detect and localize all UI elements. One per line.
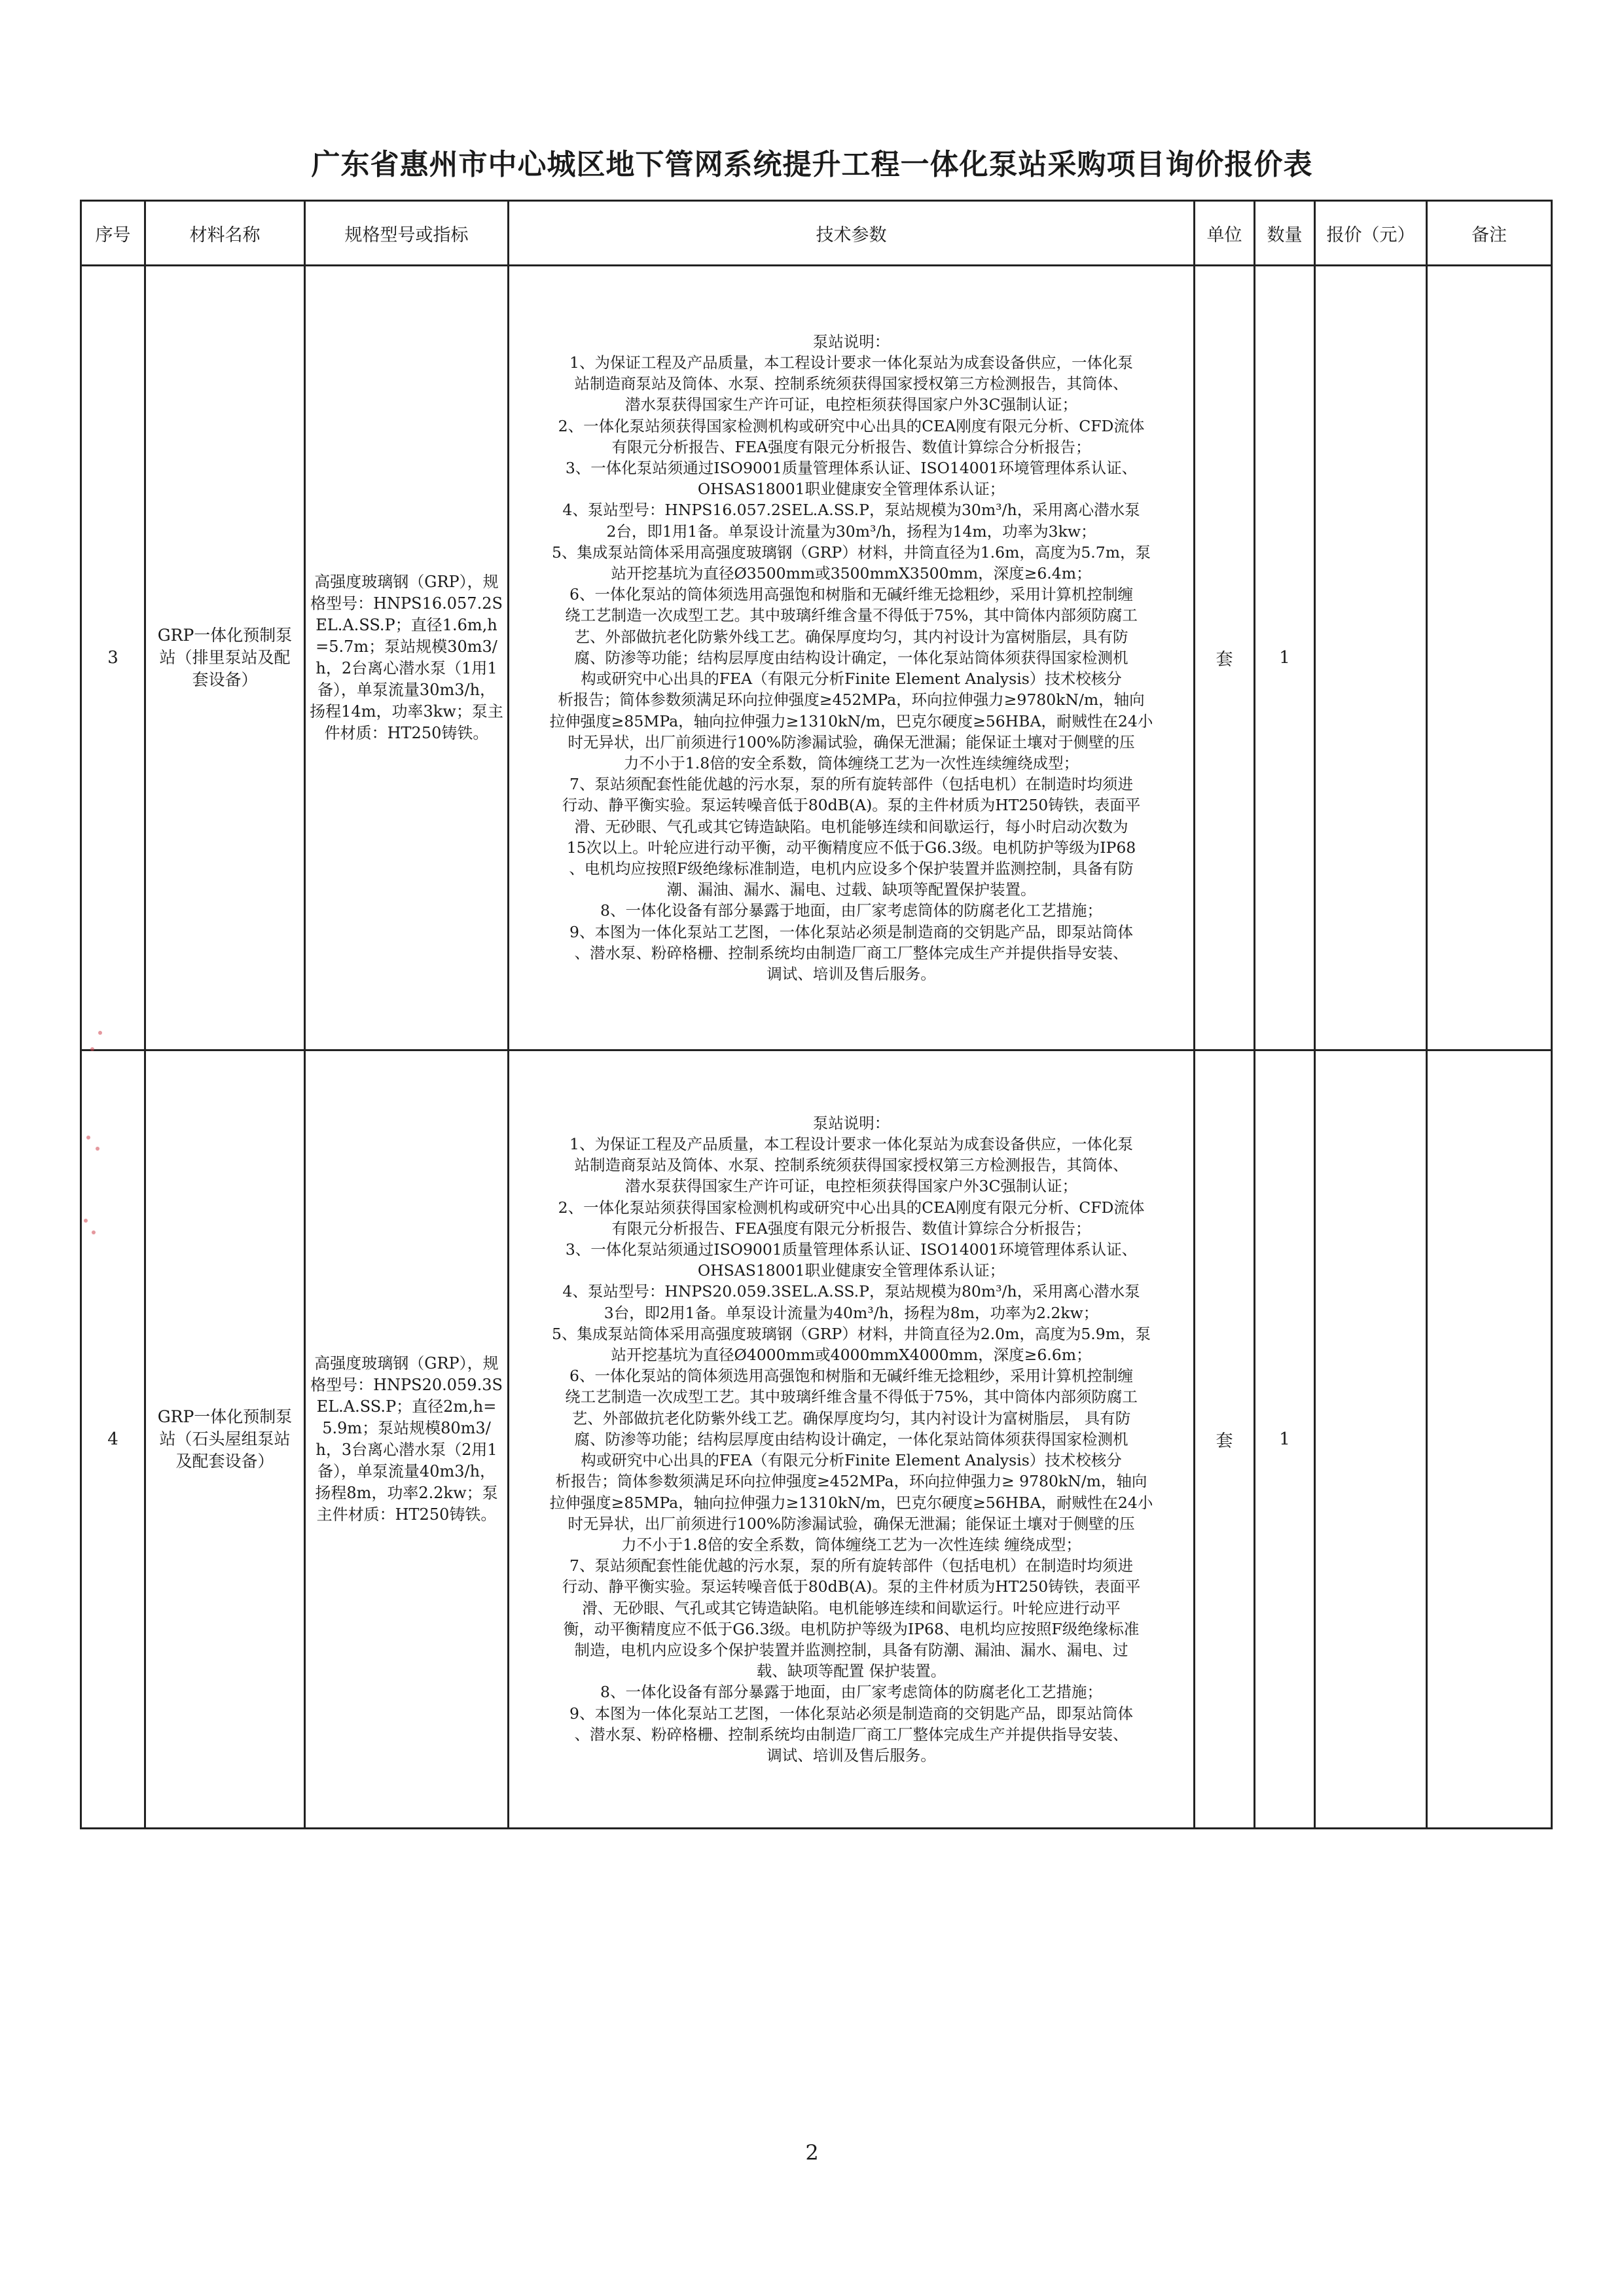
- column-header-index: 序号: [81, 201, 145, 266]
- tech-line: 潜水泵获得国家生产许可证，电控柜须获得国家户外3C强制认证；: [625, 395, 1077, 414]
- item-spec: 高强度玻璃钢（GRP），规格型号：HNPS16.057.2SEL.A.SS.P；直径1.6m,h=5.7m；泵站规模30m3/h，2台离心潜水泵（1用1备），单泵流量30m3/h，扬程14m，功率3kw；泵主件材质：HT250铸铁。: [310, 573, 503, 742]
- item-spec: 高强度玻璃钢（GRP），规格型号：HNPS20.059.3SEL.A.SS.P；直径2m,h=5.9m；泵站规模80m3/h，3台离心潜水泵（2用1备），单泵流量40m3/h，扬程8m，功率2.2kw；泵主件材质：HT250铸铁。: [310, 1354, 503, 1524]
- cell-unit: [1195, 266, 1255, 1050]
- tech-line: 调试、培训及售后服务。: [767, 1746, 936, 1765]
- tech-line: 构或研究中心出具的FEA（有限元分析Finite Element Analysis）技术校核分: [581, 670, 1122, 689]
- tech-line: 站开挖基坑为直径Ø4000mm或4000mmX4000mm，深度≥6.6m；: [611, 1346, 1092, 1365]
- cell-name: [145, 266, 305, 1050]
- tech-line: 6、一体化泵站的筒体须选用高强饱和树脂和无碱纤维无捻粗纱，采用计算机控制缠: [569, 1367, 1133, 1386]
- tech-line: 载、缺项等配置 保护装置。: [756, 1662, 947, 1681]
- column-header-spec: 规格型号或指标: [305, 201, 509, 266]
- tech-line: 拉伸强度≥85MPa，轴向拉伸强力≥1310kN/m，巴克尔硬度≥56HBA，耐贼性在24小: [549, 1493, 1153, 1512]
- cell-note[interactable]: [1427, 266, 1552, 1050]
- column-header-qty: 数量: [1255, 201, 1315, 266]
- tech-params: [509, 331, 1193, 984]
- tech-line: OHSAS18001职业健康安全管理体系认证；: [697, 1261, 1005, 1280]
- tech-line: 腐、防渗等功能；结构层厚度由结构设计确定，一体化泵站筒体须获得国家检测机: [574, 1429, 1128, 1448]
- tech-line: 行动、静平衡实验。泵运转噪音低于80dB(A)。泵的主件材质为HT250铸铁，表面平: [562, 1577, 1141, 1596]
- tech-line: 3、一体化泵站须通过ISO9001质量管理体系认证、ISO14001环境管理体系认证、: [565, 1240, 1138, 1259]
- tech-line: 站开挖基坑为直径Ø3500mm或3500mmX3500mm，深度≥6.4m；: [611, 564, 1092, 583]
- page-title: 广东省惠州市中心城区地下管网系统提升工程一体化泵站采购项目询价报价表: [311, 148, 1313, 181]
- tech-line: 2、一体化泵站须获得国家检测机构或研究中心出具的CEA刚度有限元分析、CFD流体: [558, 1198, 1145, 1217]
- tech-params: [509, 1113, 1193, 1766]
- tech-line: 1、为保证工程及产品质量，本工程设计要求一体化泵站为成套设备供应，一体化泵: [569, 353, 1133, 372]
- tech-line: 7、泵站须配套性能优越的污水泵，泵的所有旋转部件（包括电机）在制造时均须进: [569, 775, 1133, 794]
- table-row: [81, 1050, 1552, 1829]
- tech-line: 绕工艺制造一次成型工艺。其中玻璃纤维含量不得低于75%，其中筒体内部须防腐工: [565, 1388, 1138, 1407]
- cell-note[interactable]: [1427, 1050, 1552, 1829]
- tech-line: 5、集成泵站筒体采用高强度玻璃钢（GRP）材料，井筒直径为1.6m，高度为5.7m，泵: [551, 543, 1151, 562]
- tech-line: 3台，即2用1备。单泵设计流量为40m³/h，扬程为8m，功率为2.2kw；: [604, 1303, 1099, 1322]
- tech-line: 艺、外部做抗老化防紫外线工艺。确保厚度均匀，其内衬设计为富树脂层， 具有防: [571, 1408, 1131, 1427]
- tech-line: 时无异状，出厂前须进行100%防渗漏试验，确保无泄漏；能保证土壤对于侧壁的压: [568, 732, 1135, 751]
- cell-index: [81, 1050, 145, 1829]
- column-header-tech: 技术参数: [509, 201, 1195, 266]
- tech-line: 拉伸强度≥85MPa，轴向拉伸强力≥1310kN/m，巴克尔硬度≥56HBA，耐贼性在24小: [549, 711, 1153, 730]
- table-row: [81, 266, 1552, 1050]
- cell-tech: [509, 1050, 1195, 1829]
- tech-line: 2台，即1用1备。单泵设计流量为30m³/h，扬程为14m，功率为3kw；: [606, 522, 1096, 541]
- row-index: 4: [107, 1429, 118, 1449]
- tech-line: OHSAS18001职业健康安全管理体系认证；: [697, 480, 1005, 499]
- tech-line: 、电机均应按照F级绝缘标准制造，电机内应设多个保护装置并监测控制，具备有防: [569, 859, 1134, 878]
- tech-line: 8、一体化设备有部分暴露于地面，由厂家考虑筒体的防腐老化工艺措施；: [600, 1683, 1102, 1702]
- cell-price[interactable]: [1315, 1050, 1427, 1829]
- cell-spec: [305, 266, 509, 1050]
- item-unit: 套: [1216, 1431, 1233, 1451]
- tech-line: 衡，动平衡精度应不低于G6.3级。电机防护等级为IP68、电机均应按照F级绝缘标准: [563, 1619, 1140, 1638]
- tech-line: 有限元分析报告、FEA强度有限元分析报告、数值计算综合分析报告；: [611, 1219, 1091, 1238]
- cell-qty: [1255, 266, 1315, 1050]
- tech-line: 、潜水泵、粉碎格栅、控制系统均由制造厂商工厂整体完成生产并提供指导安装、: [574, 1725, 1128, 1744]
- tech-line: 构或研究中心出具的FEA（有限元分析Finite Element Analysis）技术校核分: [581, 1451, 1122, 1470]
- tech-line: 力不小于1.8倍的安全系数，筒体缠绕工艺为一次性连续缠绕成型；: [623, 753, 1079, 772]
- quote-table: [80, 200, 1553, 1829]
- tech-line: 5、集成泵站筒体采用高强度玻璃钢（GRP）材料，井筒直径为2.0m，高度为5.9m，泵: [551, 1324, 1151, 1343]
- tech-line: 行动、静平衡实验。泵运转噪音低于80dB(A)。泵的主件材质为HT250铸铁，表面平: [562, 796, 1141, 815]
- column-header-note: 备注: [1427, 201, 1552, 266]
- tech-line: 析报告；简体参数须满足环向拉伸强度≥452MPa，环向拉伸强力≥9780kN/m，轴向: [558, 691, 1145, 709]
- tech-line: 4、泵站型号：HNPS16.057.2SEL.A.SS.P，泵站规模为30m³/h，采用离心潜水泵: [562, 501, 1140, 520]
- tech-line: 1、为保证工程及产品质量，本工程设计要求一体化泵站为成套设备供应，一体化泵: [569, 1135, 1133, 1154]
- tech-line: 潮、漏油、漏水、漏电、过载、缺项等配置保护装置。: [666, 880, 1036, 899]
- tech-line: 、潜水泵、粉碎格栅、控制系统均由制造厂商工厂整体完成生产并提供指导安装、: [574, 943, 1128, 962]
- tech-line: 9、本图为一体化泵站工艺图，一体化泵站必须是制造商的交钥匙产品，即泵站筒体: [569, 1704, 1133, 1723]
- cell-unit: [1195, 1050, 1255, 1829]
- cell-index: [81, 266, 145, 1050]
- column-header-name: 材料名称: [145, 201, 305, 266]
- tech-line: 2、一体化泵站须获得国家检测机构或研究中心出具的CEA刚度有限元分析、CFD流体: [558, 416, 1145, 435]
- tech-line: 泵站说明：: [812, 1113, 890, 1132]
- item-name: GRP一体化预制泵站（排里泵站及配套设备）: [157, 626, 293, 689]
- tech-line: 绕工艺制造一次成型工艺。其中玻璃纤维含量不得低于75%，其中筒体内部须防腐工: [565, 606, 1138, 625]
- tech-line: 8、一体化设备有部分暴露于地面，由厂家考虑筒体的防腐老化工艺措施；: [600, 901, 1102, 920]
- tech-line: 滑、无砂眼、气孔或其它铸造缺陷。电机能够连续和间歇运行，每小时启动次数为: [574, 817, 1128, 836]
- tech-line: 9、本图为一体化泵站工艺图，一体化泵站必须是制造商的交钥匙产品，即泵站筒体: [569, 922, 1133, 941]
- tech-line: 腐、防渗等功能；结构层厚度由结构设计确定，一体化泵站筒体须获得国家检测机: [574, 648, 1128, 667]
- cell-name: [145, 1050, 305, 1829]
- tech-line: 4、泵站型号：HNPS20.059.3SEL.A.SS.P，泵站规模为80m³/h，采用离心潜水泵: [562, 1282, 1140, 1301]
- cell-tech: [509, 266, 1195, 1050]
- tech-line: 7、泵站须配套性能优越的污水泵，泵的所有旋转部件（包括电机）在制造时均须进: [569, 1556, 1133, 1575]
- column-header-price: 报价（元）: [1315, 201, 1427, 266]
- tech-line: 15次以上。叶轮应进行动平衡，动平衡精度应不低于G6.3级。电机防护等级为IP68: [566, 838, 1136, 857]
- item-qty: 1: [1279, 1429, 1290, 1449]
- cell-spec: [305, 1050, 509, 1829]
- cell-qty: [1255, 1050, 1315, 1829]
- tech-line: 3、一体化泵站须通过ISO9001质量管理体系认证、ISO14001环境管理体系认证、: [565, 459, 1138, 478]
- tech-line: 站制造商泵站及筒体、水泵、控制系统须获得国家授权第三方检测报告，其筒体、: [574, 374, 1128, 393]
- tech-line: 潜水泵获得国家生产许可证，电控柜须获得国家户外3C强制认证；: [625, 1177, 1077, 1196]
- item-qty: 1: [1279, 648, 1290, 668]
- tech-line: 站制造商泵站及筒体、水泵、控制系统须获得国家授权第三方检测报告，其筒体、: [574, 1156, 1128, 1175]
- item-unit: 套: [1216, 649, 1233, 670]
- tech-line: 调试、培训及售后服务。: [767, 964, 936, 983]
- cell-price[interactable]: [1315, 266, 1427, 1050]
- item-name: GRP一体化预制泵站（石头屋组泵站及配套设备）: [157, 1407, 293, 1471]
- tech-line: 制造，电机内应设多个保护装置并监测控制，具备有防潮、漏油、漏水、漏电、过: [574, 1640, 1128, 1659]
- row-index: 3: [107, 648, 118, 668]
- tech-line: 力不小于1.8倍的安全系数，筒体缠绕工艺为一次性连续 缠绕成型；: [621, 1535, 1081, 1554]
- tech-line: 艺、外部做抗老化防紫外线工艺。确保厚度均匀，其内衬设计为富树脂层，具有防: [574, 627, 1128, 646]
- tech-line: 析报告；筒体参数须满足环向拉伸强度≥452MPa，环向拉伸强力≥ 9780kN/m，轴向: [555, 1472, 1147, 1491]
- tech-line: 时无异状，出厂前须进行100%防渗漏试验，确保无泄漏；能保证土壤对于侧壁的压: [568, 1514, 1135, 1533]
- column-header-unit: 单位: [1195, 201, 1255, 266]
- page-number: 2: [805, 2140, 819, 2165]
- table-header-row: [81, 201, 1552, 266]
- tech-line: 有限元分析报告、FEA强度有限元分析报告、数值计算综合分析报告；: [611, 437, 1091, 456]
- tech-line: 泵站说明：: [812, 332, 890, 351]
- tech-line: 滑、无砂眼、气孔或其它铸造缺陷。电机能够连续和间歇运行。叶轮应进行动平: [582, 1598, 1121, 1617]
- tech-line: 6、一体化泵站的筒体须选用高强饱和树脂和无碱纤维无捻粗纱，采用计算机控制缠: [569, 585, 1133, 604]
